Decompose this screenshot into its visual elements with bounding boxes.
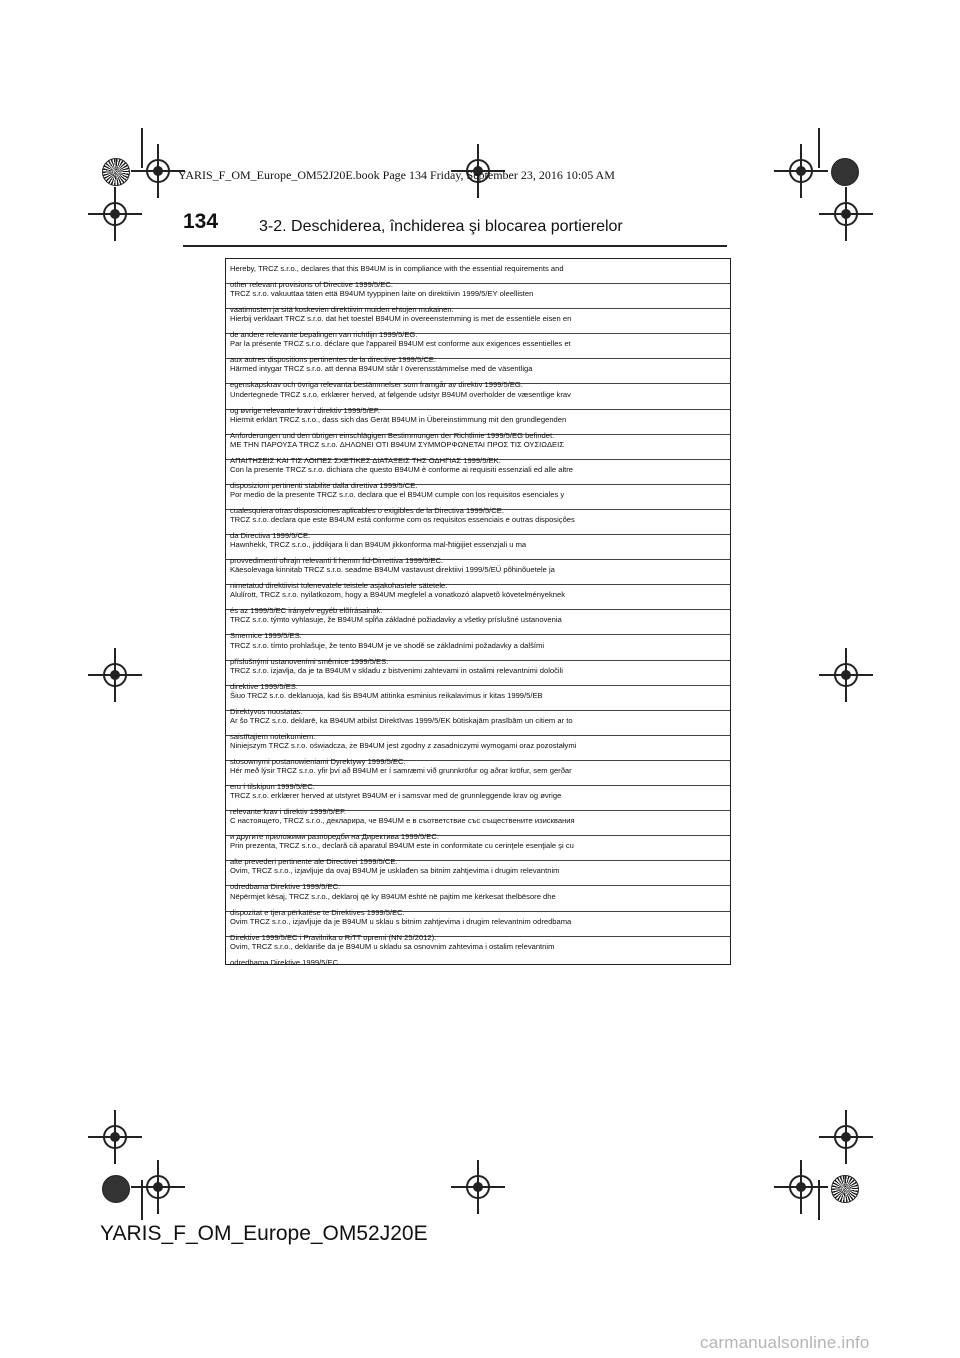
- declaration-text: Por medio de la presente TRCZ s.r.o. declara que el B94UM cumple con los requisitos esenciales y: [230, 489, 565, 499]
- trim-line: [818, 1180, 820, 1220]
- declaration-text: other relevant provisions of Directive 1999/5/EC.: [230, 280, 393, 289]
- declaration-row: [226, 284, 730, 315]
- declaration-row: [226, 636, 730, 666]
- declaration-row: [226, 259, 730, 289]
- watermark: carmanualsonline.info: [700, 1333, 870, 1352]
- declaration-text: TRCZ s.r.o. declara que este B94UM está conforme com os requisitos essenciais e outras disposições: [230, 515, 575, 524]
- crosshair-icon: [831, 660, 861, 690]
- declaration-text: TRCZ s.r.o. tímto prohlašuje, že tento B94UM je ve shodě se základními požadavky a dalšími: [230, 640, 545, 650]
- declaration-text: Alulírott, TRCZ s.r.o. nyilatkozom, hogy a B94UM megfelel a vonatkozó alapvetõ követelményeknek: [230, 590, 565, 600]
- declaration-text: Direktive 1999/5/EC i Pravilnika o RiTT opremi (NN 25/2012).: [230, 932, 437, 942]
- declaration-text: eru í tilskipun 1999/5/EC.: [230, 782, 315, 791]
- crosshair-icon: [100, 199, 130, 229]
- declaration-row: [226, 937, 730, 967]
- declaration-text: Niniejszym TRCZ s.r.o. oświadcza, że B94UM jest zgodny z zasadniczymi wymogami oraz pozostałymi: [230, 740, 577, 750]
- crosshair-icon: [463, 1172, 493, 1202]
- declaration-text: odredbama Direktive 1999/5/EC.: [230, 957, 341, 967]
- declaration-text: Undertegnede TRCZ s.r.o. erklærer herved, at følgende udstyr B94UM overholder de væsentlige krav: [230, 389, 571, 399]
- declaration-text: ΑΠΑΙΤΗΣΕΙΣ ΚΑΙ ΤΙΣ ΛΟΙΠΕΣ ΣΧΕΤΙΚΕΣ ΔΙΑΤΑΞΕΙΣ ΤΗΣ ΟΔΗΓΙΑΣ 1999/5/ΕΚ.: [230, 455, 501, 465]
- declaration-text: Direktyvos nuostatas.: [230, 706, 303, 716]
- declaration-text: Prin prezenta, TRCZ s.r.o., declară că aparatul B94UM este in conformitate cu cerinţele esenţiale şi cu: [230, 841, 574, 851]
- declaration-row: [226, 711, 730, 741]
- declaration-text: TRCZ s.r.o. týmto vyhlasuje, že B94UM spĺňa základné požiadavky a všetky príslušné ustanovenia: [230, 615, 562, 625]
- declaration-text: provvedimenti oħrajn relevanti li hemm fid-Dirrettiva 1999/5/EC.: [230, 556, 444, 566]
- declaration-text: alte prevederi pertinente ale Directivei 1999/5/CE.: [230, 857, 398, 867]
- declaration-row: [226, 410, 730, 440]
- declaration-row: [226, 309, 730, 340]
- declaration-text: Con la presente TRCZ s.r.o. dichiara che questo B94UM è conforme ai requisiti essenziali ed alle altre: [230, 464, 574, 474]
- crosshair-icon: [786, 1172, 816, 1202]
- declaration-text: saistītajiem noteikumiem.: [230, 731, 316, 741]
- book-header-info: YARIS_F_OM_Europe_OM52J20E.book Page 134 Friday, September 23, 2016 10:05 AM: [178, 168, 615, 182]
- declaration-text: Ovim TRCZ s.r.o., izjavljuje da je B94UM u sklau s bitnim zahtjevima i drugim relevantnim odredbama: [230, 916, 572, 926]
- declaration-text: Anforderungen und den übrigen einschlägigen Bestimmungen der Richtlinie 1999/5/EG befindet.: [230, 430, 555, 440]
- declaration-row: [226, 435, 730, 465]
- declaration-text: vaatimusten ja sitä koskevien direktiivin muiden ehtojen mukainen.: [230, 305, 454, 315]
- declaration-text: és az 1999/5/EC irányelv egyéb elõírásainak.: [230, 606, 383, 616]
- registration-sunburst-icon: [102, 158, 130, 186]
- page-number: 134: [183, 210, 219, 233]
- crosshair-icon: [143, 156, 173, 186]
- declaration-text: Hér með lýsir TRCZ s.r.o. yfir því að B94UM er í samræmi við grunnkröfur og aðrar kröfur, sem gerðar: [230, 766, 572, 775]
- declaration-text: Ovim, TRCZ s.r.o., izjavljuje da ovaj B94UM je usklađen sa bitnim zahtjevima i drugim relevantnim: [230, 866, 560, 876]
- declaration-row: [226, 460, 730, 490]
- declaration-text: Ar šo TRCZ s.r.o. deklarē, ka B94UM atbilst Direktīvas 1999/5/EK būtiskajām prasībām un citiem ar to: [230, 715, 573, 725]
- declaration-text: aux autres dispositions pertinentes de la directive 1999/5/CE.: [230, 355, 436, 365]
- declaration-row: [226, 661, 730, 691]
- declarations-table: [225, 258, 731, 965]
- registration-solid-icon: [102, 1175, 130, 1203]
- declaration-text: Ovim, TRCZ s.r.o., deklariše da je B94UM u skladu sa osnovnim zahtevima i ostalim relevantnim: [230, 941, 555, 951]
- declaration-text: Härmed intygar TRCZ s.r.o. att denna B94UM står I överensstämmelse med de väsentliga: [230, 364, 533, 374]
- declaration-row: [226, 786, 730, 817]
- header-rule: [183, 245, 727, 247]
- declaration-text: С настоящето, TRCZ s.r.o., декларира, че B94UM е в съответствие със съществените изисквания: [230, 816, 575, 826]
- declaration-row: [226, 811, 730, 842]
- declaration-row: [226, 560, 730, 591]
- declaration-text: odredbama Direktive 1999/5/EC.: [230, 882, 341, 892]
- registration-solid-icon: [831, 158, 859, 186]
- declaration-text: relevante krav i direktiv 1999/5/EF.: [230, 807, 347, 817]
- declaration-text: disposizioni pertinenti stabilite dalla direttiva 1999/5/CE.: [230, 480, 418, 490]
- declaration-row: [226, 836, 730, 867]
- declaration-text: egenskapskrav och övriga relevanta bestämmelser som framgår av direktiv 1999/5/EG.: [230, 380, 523, 390]
- crosshair-icon: [143, 1172, 173, 1202]
- section-title: 3-2. Deschiderea, închiderea şi blocarea portierelor: [259, 218, 623, 235]
- declaration-text: Šiuo TRCZ s.r.o. deklaruoja, kad šis B94UM atitinka esminius reikalavimus ir kitas 1999/5/EB: [230, 690, 543, 700]
- declaration-text: Hawnhekk, TRCZ s.r.o., jiddikjara li dan B94UM jikkonforma mal-ħtiġijiet essenzjali u ma: [230, 540, 527, 550]
- crosshair-icon: [831, 1122, 861, 1152]
- declaration-text: Hiermit erklärt TRCZ s.r.o., dass sich das Gerät B94UM in Übereinstimmung mit den grundlegenden: [230, 414, 567, 424]
- declaration-row: [226, 585, 730, 616]
- declaration-text: Hereby, TRCZ s.r.o., declares that this B94UM is in compliance with the essential requirements and: [230, 264, 564, 273]
- declaration-row: [226, 736, 730, 766]
- declaration-text: de andere relevante bepalingen van richtlijn 1999/5/EG.: [230, 330, 418, 340]
- declaration-text: Käesolevaga kinnitab TRCZ s.r.o. seadme B94UM vastavust direktiivi 1999/5/EÜ põhinõuetele ja: [230, 565, 555, 575]
- declaration-row: [226, 359, 730, 390]
- declaration-text: cualesquiera otras disposiciones aplicables o exigibles de la Directiva 1999/5/CE.: [230, 505, 504, 515]
- declaration-text: Hierbij verklaart TRCZ s.r.o. dat het toestel B94UM in overeenstemming is met de essentiële eisen en: [230, 314, 572, 324]
- declaration-text: stosownymi postanowieniami Dyrektywy 1999/5/EC.: [230, 756, 406, 766]
- declaration-row: [226, 485, 730, 515]
- declaration-text: и другите приложими разпоредби на Директива 1999/5/ЕС.: [230, 832, 439, 842]
- declaration-row: [226, 610, 730, 641]
- declaration-row: [226, 510, 730, 540]
- trim-line: [141, 128, 143, 168]
- declaration-text: Par la présente TRCZ s.r.o. déclare que l'appareil B94UM est conforme aux exigences essentielles et: [230, 339, 571, 349]
- crosshair-icon: [100, 1122, 130, 1152]
- declaration-text: direktive 1999/5/ES.: [230, 681, 298, 691]
- registration-sunburst-icon: [831, 1175, 859, 1203]
- footer-document-code: YARIS_F_OM_Europe_OM52J20E: [100, 1222, 428, 1245]
- declaration-text: příslušnými ustanoveními směrnice 1999/5/ES.: [230, 656, 389, 666]
- crosshair-icon: [786, 156, 816, 186]
- declaration-row: [226, 535, 730, 566]
- trim-line: [818, 128, 820, 168]
- declaration-text: og øvrige relevante krav i direktiv 1999/5/EF.: [230, 405, 380, 415]
- declaration-text: TRCZ s.r.o. erklærer herved at utstyret B94UM er i samsvar med de grunnleggende krav og øvrige: [230, 791, 562, 801]
- declaration-row: [226, 686, 730, 716]
- declaration-text: Smernice 1999/5/ES.: [230, 631, 302, 641]
- declaration-row: [226, 334, 730, 365]
- crosshair-icon: [100, 660, 130, 690]
- declaration-row: [226, 385, 730, 415]
- declaration-row: [226, 887, 730, 917]
- declaration-row: [226, 861, 730, 892]
- crosshair-icon: [831, 199, 861, 229]
- declaration-text: da Directiva 1999/5/CE.: [230, 531, 311, 540]
- declaration-row: [226, 761, 730, 791]
- trim-line: [141, 1180, 143, 1220]
- declaration-row: [226, 912, 730, 942]
- declaration-text: dispozitat e tjera përkatëse te Direktives 1999/5/EC.: [230, 907, 405, 917]
- declaration-text: TRCZ s.r.o. vakuuttaa täten että B94UM tyyppinen laite on direktiivin 1999/5/EY oleellisten: [230, 289, 534, 299]
- declaration-text: ΜΕ ΤΗΝ ΠΑΡΟΥΣΑ TRCZ s.r.o. ΔΗΛΩΝΕΙ ΟΤΙ B94UM ΣΥΜΜΟΡΦΩΝΕΤΑΙ ΠΡΟΣ ΤΙΣ ΟΥΣΙΩΔΕΙΣ: [230, 439, 564, 449]
- declaration-text: Nëpërmjet kësaj, TRCZ s.r.o., deklaroj që ky B94UM është në pajtim me kërkesat thelbësore dhe: [230, 891, 556, 901]
- declaration-text: TRCZ s.r.o. izjavlja, da je ta B94UM v skladu z bistvenimi zahtevami in ostalimi relevantnimi določili: [230, 665, 563, 675]
- declaration-text: nimetatud direktiivist tulenevatele teistele asjakohastele sätetele.: [230, 581, 448, 591]
